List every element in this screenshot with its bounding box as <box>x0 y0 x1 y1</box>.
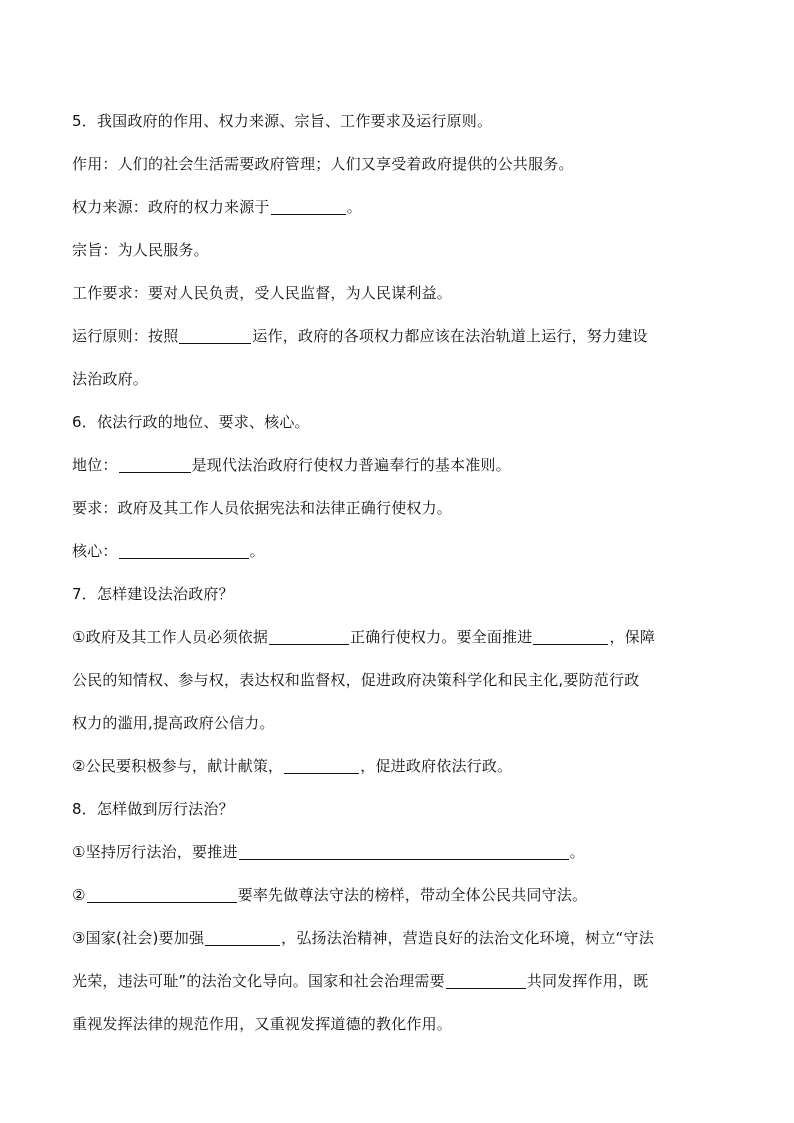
fill-blank[interactable] <box>239 843 569 860</box>
fill-blank[interactable] <box>179 327 251 344</box>
fill-blank[interactable] <box>119 542 249 559</box>
heading-q5: 5．我国政府的作用、权力来源、宗旨、工作要求及运行原则。 <box>72 112 493 130</box>
document-body <box>72 100 724 1046</box>
text-line: ②公民要积极参与，献计献策， ，促进政府依法行政。 <box>72 757 513 775</box>
text-line: 公民的知情权、参与权，表达权和监督权，促进政府决策科学化和民主化,要防范行政 <box>72 671 640 689</box>
text-line: 运行原则：按照 运作，政府的各项权力都应该在法治轨道上运行，努力建设 <box>72 327 648 345</box>
text-line: ③国家(社会)要加强 ，弘扬法治精神，营造良好的法治文化环境，树立“守法 <box>72 929 654 947</box>
text-line: ② 要率先做尊法守法的榜样，带动全体公民共同守法。 <box>72 886 588 904</box>
heading-q7: 7．怎样建设法治政府？ <box>72 585 234 603</box>
fill-blank[interactable] <box>119 456 191 473</box>
text-line: 地位： 是现代法治政府行使权力普遍奉行的基本准则。 <box>72 456 511 474</box>
fill-blank[interactable] <box>446 972 526 989</box>
text-line: 重视发挥法律的规范作用，又重视发挥道德的教化作用。 <box>72 1015 453 1033</box>
heading-q6: 6．依法行政的地位、要求、核心。 <box>72 413 310 431</box>
fill-blank[interactable] <box>271 198 346 215</box>
heading-q8: 8．怎样做到厉行法治？ <box>72 800 234 818</box>
text-line: ①政府及其工作人员必须依据 正确行使权力。要全面推进 ，保障 <box>72 628 656 646</box>
text-line: 权力的滥用,提高政府公信力。 <box>72 714 275 732</box>
fill-blank[interactable] <box>269 628 349 645</box>
text-line: ①坚持厉行法治，要推进 。 <box>72 843 585 861</box>
fill-blank[interactable] <box>205 929 280 946</box>
text-line: 权力来源：政府的权力来源于 。 <box>72 198 362 216</box>
text-line: 法治政府。 <box>72 370 149 388</box>
text-line: 作用：人们的社会生活需要政府管理；人们又享受着政府提供的公共服务。 <box>72 155 574 173</box>
text-line: 光荣，违法可耻”的法治文化导向。国家和社会治理需要 共同发挥作用，既 <box>72 972 649 990</box>
text-line: 工作要求：要对人民负责，受人民监督，为人民谋利益。 <box>72 284 453 302</box>
fill-blank[interactable] <box>533 628 608 645</box>
text-line: 核心： 。 <box>72 542 265 560</box>
text-line: 宗旨：为人民服务。 <box>72 241 209 259</box>
fill-blank[interactable] <box>284 757 359 774</box>
text-line: 要求：政府及其工作人员依据宪法和法律正确行使权力。 <box>72 499 453 517</box>
fill-blank[interactable] <box>87 886 237 903</box>
